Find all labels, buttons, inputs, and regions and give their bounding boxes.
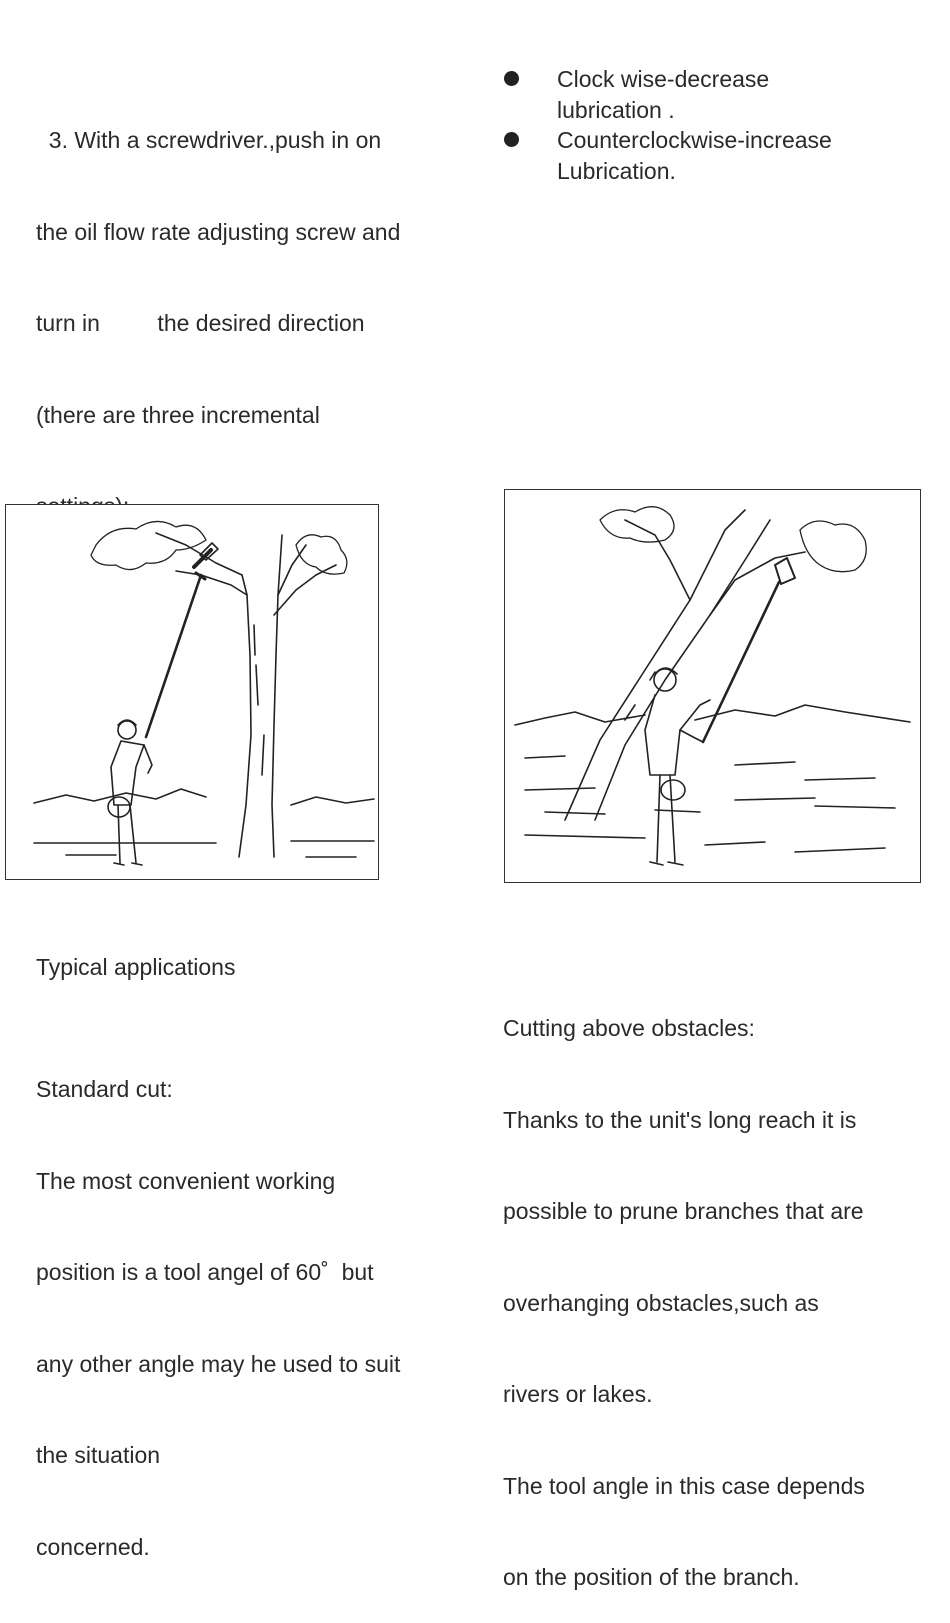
body-line: any other angle may he used to suit — [36, 1350, 401, 1377]
body-line: position is a tool angel of 60˚ but — [36, 1259, 374, 1285]
standard-cut-illustration — [5, 504, 379, 880]
step-line: the oil flow rate adjusting screw and — [36, 218, 401, 245]
bullet-text: Clock wise-decrease lubrication . — [557, 66, 770, 123]
obstacle-cut-description — [503, 952, 865, 1623]
bullet-dot-icon — [504, 71, 519, 86]
step-3-instructions — [36, 64, 400, 552]
step-line: (there are three incremental — [36, 401, 320, 428]
body-line: The most convenient working — [36, 1167, 336, 1194]
step-line: turn in the desired direction — [36, 310, 365, 336]
obstacle-cut-subheading: Cutting above obstacles: — [503, 1015, 755, 1041]
body-line: Thanks to the unit's long reach it is — [503, 1106, 857, 1133]
body-line: on the position of the branch. — [503, 1564, 800, 1590]
obstacle-cut-illustration — [504, 489, 921, 883]
body-line: The tool angle in this case depends — [503, 1472, 865, 1499]
bullet-dot-icon — [504, 132, 519, 147]
typical-applications-heading: Typical applications — [36, 954, 236, 980]
body-line: the situation — [36, 1442, 161, 1468]
bullet-text: Counterclockwise-increase Lubrication. — [557, 127, 832, 184]
body-line: overhanging obstacles,such as — [503, 1289, 819, 1316]
standard-cut-subheading: Standard cut: — [36, 1076, 173, 1102]
body-line: rivers or lakes. — [503, 1381, 653, 1407]
standard-cut-description — [36, 1013, 400, 1593]
body-line: concerned. — [36, 1533, 150, 1560]
body-line: possible to prune branches that are — [503, 1198, 864, 1224]
step-line: 3. With a screwdriver.,push in on — [36, 127, 382, 153]
